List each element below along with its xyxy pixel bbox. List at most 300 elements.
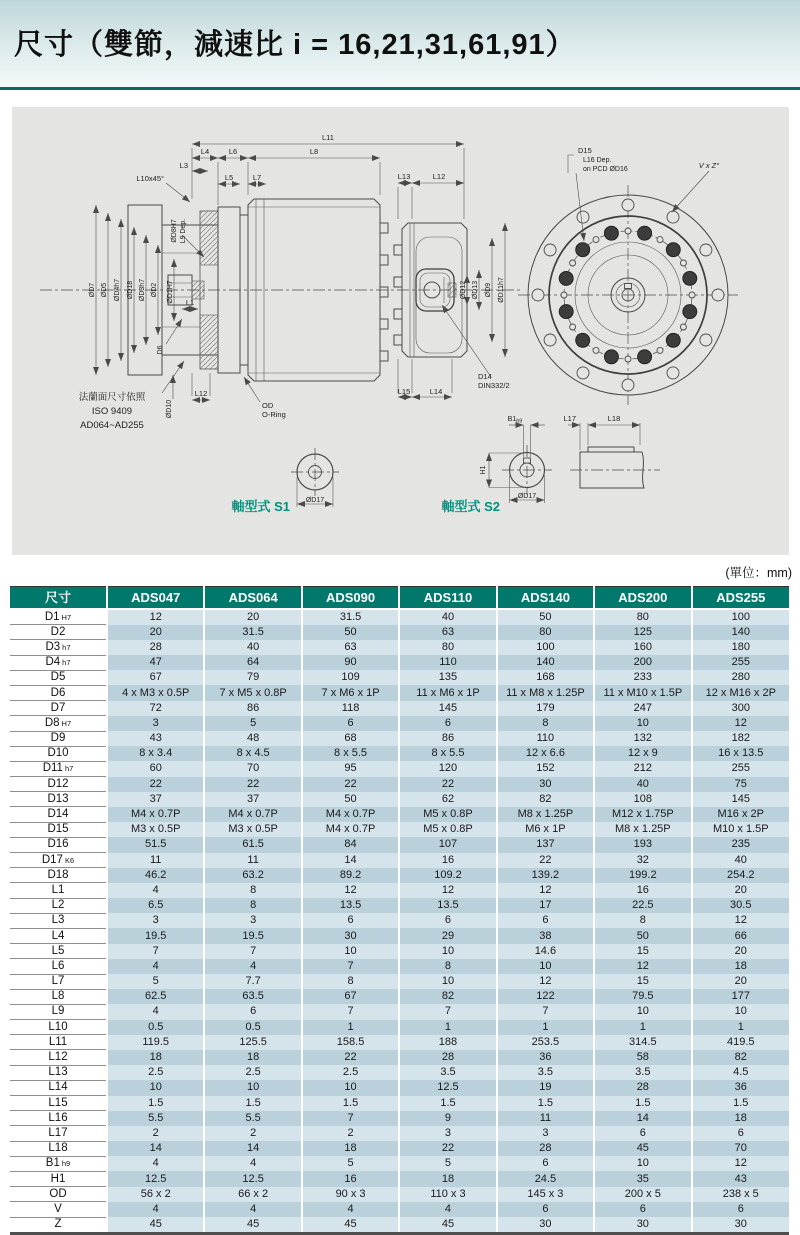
table-cell: 4 — [399, 1202, 496, 1217]
row-label: L2 — [10, 898, 107, 913]
table-cell: 89.2 — [302, 868, 399, 883]
dim-label-d11: ØD11h7 — [498, 277, 505, 303]
table-cell: 50 — [302, 625, 399, 640]
dim-label-l3: L3 — [179, 161, 188, 170]
table-cell: 109.2 — [399, 868, 496, 883]
table-cell: 3 — [399, 1126, 496, 1141]
table-cell: 109 — [302, 670, 399, 685]
table-cell: 12 — [497, 883, 594, 898]
table-cell: 108 — [594, 792, 691, 807]
table-cell: 22 — [497, 853, 594, 868]
table-cell: 139.2 — [497, 868, 594, 883]
table-cell: 10 — [594, 716, 691, 731]
table-cell: 18 — [692, 959, 789, 974]
table-cell: 7 — [302, 959, 399, 974]
table-cell: 4 — [204, 1156, 301, 1171]
table-cell: 6 — [594, 1202, 691, 1217]
table-cell: 51.5 — [107, 837, 204, 852]
table-cell: 48 — [204, 731, 301, 746]
dim-label-d12: ØD12 — [460, 280, 467, 300]
row-label: L5 — [10, 944, 107, 959]
table-cell: 8 — [204, 898, 301, 913]
table-cell: 120 — [399, 761, 496, 776]
table-cell: 193 — [594, 837, 691, 852]
table-cell: 22 — [302, 1050, 399, 1065]
table-cell: 67 — [302, 989, 399, 1004]
table-cell: 119.5 — [107, 1035, 204, 1050]
table-cell: 7 — [107, 944, 204, 959]
dim-label-l4: L4 — [200, 147, 210, 156]
table-cell: 145 — [399, 701, 496, 716]
table-cell: 3.5 — [399, 1065, 496, 1080]
output-end-view — [394, 172, 510, 397]
table-cell: 110 x 3 — [399, 1187, 496, 1202]
table-cell: M5 x 0.8P — [399, 807, 496, 822]
row-label: L17 — [10, 1126, 107, 1141]
table-cell: M4 x 0.7P — [107, 807, 204, 822]
table-cell: 3 — [107, 913, 204, 928]
table-row — [10, 1217, 789, 1233]
dim-label-d2: ØD2 — [151, 282, 158, 298]
table-cell: 280 — [692, 670, 789, 685]
table-cell: 200 x 5 — [594, 1187, 691, 1202]
row-label: D14 — [10, 807, 107, 822]
table-row — [10, 716, 789, 731]
table-row — [10, 1035, 789, 1050]
table-row — [10, 1187, 789, 1202]
table-cell: 0.5 — [107, 1020, 204, 1035]
dimension-drawing-panel — [12, 107, 789, 555]
table-cell: 6 — [497, 913, 594, 928]
table-cell: 4 — [107, 1004, 204, 1019]
table-cell: 10 — [497, 959, 594, 974]
table-cell: 2 — [107, 1126, 204, 1141]
table-row — [10, 974, 789, 989]
dim-label-d5: ØD5 — [101, 282, 108, 298]
table-header-model: ADS090 — [302, 587, 399, 610]
table-cell: 10 — [302, 944, 399, 959]
table-cell: 255 — [692, 761, 789, 776]
table-cell: 14 — [204, 1141, 301, 1156]
table-cell: 95 — [302, 761, 399, 776]
row-label: L1 — [10, 883, 107, 898]
table-cell: 8 x 5.5 — [399, 746, 496, 761]
table-header-row — [10, 587, 789, 610]
table-cell: 0.5 — [204, 1020, 301, 1035]
table-cell: 12.5 — [204, 1171, 301, 1186]
table-cell: 22.5 — [594, 898, 691, 913]
dim-label-din: DIN332/2 — [478, 381, 510, 390]
table-cell: 152 — [497, 761, 594, 776]
table-cell: 22 — [204, 777, 301, 792]
table-cell: 18 — [692, 1111, 789, 1126]
page-title: 尺寸（雙節，減速比 i = 16,21,31,61,91） — [14, 29, 576, 61]
table-cell: 3 — [107, 716, 204, 731]
table-row — [10, 792, 789, 807]
table-cell: 61.5 — [204, 837, 301, 852]
table-cell: 255 — [692, 655, 789, 670]
table-cell: 12 — [497, 974, 594, 989]
table-cell: 12.5 — [399, 1080, 496, 1095]
table-cell: 70 — [692, 1141, 789, 1156]
table-cell: 3 — [204, 913, 301, 928]
table-row — [10, 898, 789, 913]
table-cell: 90 — [302, 655, 399, 670]
table-header-model: ADS200 — [594, 587, 691, 610]
table-cell: 8 — [594, 913, 691, 928]
table-row — [10, 777, 789, 792]
table-cell: 29 — [399, 928, 496, 943]
row-label: OD — [10, 1187, 107, 1202]
table-cell: 22 — [107, 777, 204, 792]
table-cell: 254.2 — [692, 868, 789, 883]
table-cell: M16 x 2P — [692, 807, 789, 822]
table-cell: 14.6 — [497, 944, 594, 959]
table-cell: M3 x 0.5P — [204, 822, 301, 837]
table-cell: 4 — [204, 959, 301, 974]
flange-note-line1: 法蘭面尺寸依照 — [78, 392, 146, 403]
table-cell: 7 — [302, 1004, 399, 1019]
table-cell: 40 — [204, 640, 301, 655]
table-cell: 4 — [302, 1202, 399, 1217]
table-cell: 30.5 — [692, 898, 789, 913]
table-cell: 177 — [692, 989, 789, 1004]
table-cell: 10 — [302, 1080, 399, 1095]
table-cell: 314.5 — [594, 1035, 691, 1050]
table-cell: 200 — [594, 655, 691, 670]
table-cell: 3 — [497, 1126, 594, 1141]
table-cell: 22 — [302, 777, 399, 792]
table-cell: 80 — [497, 625, 594, 640]
table-cell: 84 — [302, 837, 399, 852]
table-cell: 45 — [204, 1217, 301, 1233]
table-cell: 67 — [107, 670, 204, 685]
table-cell: 4 — [107, 1156, 204, 1171]
table-cell: 63 — [302, 640, 399, 655]
table-cell: 18 — [204, 1050, 301, 1065]
table-cell: 5 — [204, 716, 301, 731]
table-cell: 35 — [594, 1171, 691, 1186]
table-cell: 24.5 — [497, 1171, 594, 1186]
row-label: L4 — [10, 928, 107, 943]
table-cell: 31.5 — [204, 625, 301, 640]
row-label: D6 — [10, 685, 107, 700]
table-cell: 2.5 — [302, 1065, 399, 1080]
table-cell: M4 x 0.7P — [302, 822, 399, 837]
row-label: D7 — [10, 701, 107, 716]
shaft-type-s1 — [231, 448, 339, 514]
table-header-model: ADS047 — [107, 587, 204, 610]
table-cell: M6 x 1P — [497, 822, 594, 837]
table-cell: 20 — [692, 883, 789, 898]
table-cell: M12 x 1.75P — [594, 807, 691, 822]
table-cell: 36 — [692, 1080, 789, 1095]
row-label: D11 h7 — [10, 761, 107, 776]
table-cell: 6 — [692, 1126, 789, 1141]
table-cell: 118 — [302, 701, 399, 716]
table-cell: 20 — [107, 625, 204, 640]
table-cell: 12 — [692, 716, 789, 731]
table-cell: 28 — [594, 1080, 691, 1095]
table-cell: 235 — [692, 837, 789, 852]
table-header-model: ADS255 — [692, 587, 789, 610]
table-cell: 19 — [497, 1080, 594, 1095]
table-cell: 12 x 9 — [594, 746, 691, 761]
table-header-model: ADS110 — [399, 587, 496, 610]
table-cell: 82 — [399, 989, 496, 1004]
dim-label-l1: L1 — [185, 298, 195, 307]
table-cell: 233 — [594, 670, 691, 685]
table-cell: 1 — [594, 1020, 691, 1035]
table-cell: 6 — [302, 716, 399, 731]
table-cell: 4 — [107, 1202, 204, 1217]
table-cell: 2.5 — [204, 1065, 301, 1080]
table-row — [10, 883, 789, 898]
table-cell: 86 — [204, 701, 301, 716]
row-label: D8 H7 — [10, 716, 107, 731]
table-cell: 1.5 — [594, 1096, 691, 1111]
table-cell: M4 x 0.7P — [204, 807, 301, 822]
table-cell: 6 — [302, 913, 399, 928]
table-cell: 5 — [399, 1156, 496, 1171]
row-label: B1 h9 — [10, 1156, 107, 1171]
table-cell: 8 x 5.5 — [302, 746, 399, 761]
table-cell: 4 — [107, 959, 204, 974]
table-cell: 125 — [594, 625, 691, 640]
table-cell: 15 — [594, 944, 691, 959]
table-cell: 8 x 4.5 — [204, 746, 301, 761]
table-cell: 145 — [692, 792, 789, 807]
table-row — [10, 1141, 789, 1156]
table-cell: 62.5 — [107, 989, 204, 1004]
row-label: L3 — [10, 913, 107, 928]
table-cell: 90 x 3 — [302, 1187, 399, 1202]
table-cell: 22 — [399, 1141, 496, 1156]
table-cell: 8 — [497, 716, 594, 731]
table-cell: 1.5 — [497, 1096, 594, 1111]
dimension-drawing — [12, 107, 789, 555]
table-cell: 3.5 — [594, 1065, 691, 1080]
table-cell: 75 — [692, 777, 789, 792]
table-cell: 40 — [399, 609, 496, 625]
row-label: D10 — [10, 746, 107, 761]
table-cell: 4 — [107, 883, 204, 898]
table-cell: 419.5 — [692, 1035, 789, 1050]
table-cell: 300 — [692, 701, 789, 716]
table-cell: 180 — [692, 640, 789, 655]
table-cell: 125.5 — [204, 1035, 301, 1050]
table-cell: 137 — [497, 837, 594, 852]
table-row — [10, 640, 789, 655]
note-d15: D15 — [578, 146, 592, 155]
dim-label-b1: $B1_{h9}$ — [507, 416, 523, 425]
table-cell: 18 — [302, 1141, 399, 1156]
table-cell: 37 — [107, 792, 204, 807]
dim-label-h1: H1 — [480, 465, 487, 475]
table-cell: 6 — [594, 1126, 691, 1141]
table-cell: 100 — [692, 609, 789, 625]
table-cell: 8 — [302, 974, 399, 989]
dim-label-d9: ØD9 — [485, 282, 492, 298]
table-cell: 18 — [399, 1171, 496, 1186]
table-cell: 179 — [497, 701, 594, 716]
table-cell: 66 x 2 — [204, 1187, 301, 1202]
table-cell: 7 — [204, 944, 301, 959]
table-cell: 10 — [594, 1156, 691, 1171]
table-cell: 66 — [692, 928, 789, 943]
table-cell: 5.5 — [107, 1111, 204, 1126]
table-cell: 16 — [302, 1171, 399, 1186]
table-cell: 12 — [692, 913, 789, 928]
table-cell: 1.5 — [399, 1096, 496, 1111]
table-cell: 12 — [107, 609, 204, 625]
table-cell: 4 — [204, 1202, 301, 1217]
table-row — [10, 1020, 789, 1035]
table-cell: 20 — [692, 974, 789, 989]
table-row — [10, 913, 789, 928]
table-cell: 8 — [204, 883, 301, 898]
table-cell: 12 — [692, 1156, 789, 1171]
table-cell: M8 x 1.25P — [594, 822, 691, 837]
table-row — [10, 1080, 789, 1095]
table-cell: 12 — [399, 883, 496, 898]
row-label: L6 — [10, 959, 107, 974]
table-cell: 6 — [497, 1202, 594, 1217]
table-cell: 182 — [692, 731, 789, 746]
table-cell: 9 — [399, 1111, 496, 1126]
dim-label-l10: L10x45° — [136, 174, 164, 183]
table-cell: 32 — [594, 853, 691, 868]
table-cell: 10 — [399, 974, 496, 989]
table-cell: 1.5 — [692, 1096, 789, 1111]
table-row — [10, 685, 789, 700]
table-cell: 50 — [302, 792, 399, 807]
dim-label-l5: L5 — [224, 173, 234, 182]
table-cell: 11 x M10 x 1.5P — [594, 685, 691, 700]
note-l16: L16 Dep. — [583, 157, 612, 164]
table-cell: 30 — [497, 1217, 594, 1233]
table-row — [10, 822, 789, 837]
table-row — [10, 1111, 789, 1126]
table-cell: 2.5 — [107, 1065, 204, 1080]
table-cell: 2 — [204, 1126, 301, 1141]
row-label: L9 — [10, 1004, 107, 1019]
table-cell: 11 — [204, 853, 301, 868]
table-cell: 63.5 — [204, 989, 301, 1004]
dim-label-l8: L8 — [309, 147, 319, 156]
table-row — [10, 746, 789, 761]
table-cell: 50 — [594, 928, 691, 943]
dim-label-d8: ØD8H7 — [171, 219, 178, 243]
table-cell: M3 x 0.5P — [107, 822, 204, 837]
table-cell: 7 — [399, 1004, 496, 1019]
table-cell: 135 — [399, 670, 496, 685]
table-cell: 110 — [497, 731, 594, 746]
table-cell: 70 — [204, 761, 301, 776]
table-cell: 36 — [497, 1050, 594, 1065]
shaft-s1-label: 軸型式 S1 — [231, 499, 290, 514]
row-label: D18 — [10, 868, 107, 883]
table-cell: 20 — [692, 944, 789, 959]
dimensions-table — [10, 586, 789, 1235]
table-cell: M8 x 1.25P — [497, 807, 594, 822]
row-label: L8 — [10, 989, 107, 1004]
table-cell: 45 — [302, 1217, 399, 1233]
table-cell: 28 — [107, 640, 204, 655]
row-label: L18 — [10, 1141, 107, 1156]
table-cell: 50 — [497, 609, 594, 625]
row-label: D15 — [10, 822, 107, 837]
table-row — [10, 1171, 789, 1186]
row-label: L12 — [10, 1050, 107, 1065]
table-cell: 10 — [692, 1004, 789, 1019]
table-row — [10, 837, 789, 852]
dim-label-l13: L13 — [397, 172, 411, 181]
table-cell: 13.5 — [399, 898, 496, 913]
dim-label-d17-s2: ØD17 — [517, 493, 537, 500]
table-cell: 1 — [302, 1020, 399, 1035]
dim-label-d4: ØD4h7 — [114, 278, 121, 302]
table-cell: 238 x 5 — [692, 1187, 789, 1202]
table-cell: 10 — [107, 1080, 204, 1095]
note-pcd: on PCD ØD16 — [583, 166, 628, 173]
table-row — [10, 1050, 789, 1065]
table-cell: 63 — [399, 625, 496, 640]
table-cell: 20 — [204, 609, 301, 625]
table-cell: 168 — [497, 670, 594, 685]
row-label: L11 — [10, 1035, 107, 1050]
side-view — [40, 133, 520, 431]
table-cell: 64 — [204, 655, 301, 670]
table-cell: 28 — [399, 1050, 496, 1065]
table-row — [10, 928, 789, 943]
table-cell: 16 x 13.5 — [692, 746, 789, 761]
table-cell: 56 x 2 — [107, 1187, 204, 1202]
table-cell: 188 — [399, 1035, 496, 1050]
table-cell: 79 — [204, 670, 301, 685]
row-label: D12 — [10, 777, 107, 792]
table-cell: 12 x 6.6 — [497, 746, 594, 761]
table-cell: 43 — [692, 1171, 789, 1186]
row-label: L16 — [10, 1111, 107, 1126]
table-row — [10, 1126, 789, 1141]
table-cell: 5 — [107, 974, 204, 989]
table-cell: 160 — [594, 640, 691, 655]
row-label: L7 — [10, 974, 107, 989]
table-row — [10, 1004, 789, 1019]
table-cell: 12.5 — [107, 1171, 204, 1186]
table-cell: 253.5 — [497, 1035, 594, 1050]
dim-label-d14: D14 — [478, 372, 492, 381]
table-row — [10, 1065, 789, 1080]
table-cell: 3.5 — [497, 1065, 594, 1080]
dim-label-l14: L14 — [429, 387, 443, 396]
table-cell: 6.5 — [107, 898, 204, 913]
table-cell: 8 x 3.4 — [107, 746, 204, 761]
row-label: D5 — [10, 670, 107, 685]
dim-label-d7: ØD7 — [89, 282, 96, 298]
row-label: D17 K6 — [10, 853, 107, 868]
table-cell: 11 — [497, 1111, 594, 1126]
table-cell: 1.5 — [204, 1096, 301, 1111]
row-label: D13 — [10, 792, 107, 807]
table-cell: 7 x M5 x 0.8P — [204, 685, 301, 700]
table-cell: 17 — [497, 898, 594, 913]
table-cell: 7.7 — [204, 974, 301, 989]
table-cell: 19.5 — [107, 928, 204, 943]
row-label: Z — [10, 1217, 107, 1233]
table-row — [10, 807, 789, 822]
